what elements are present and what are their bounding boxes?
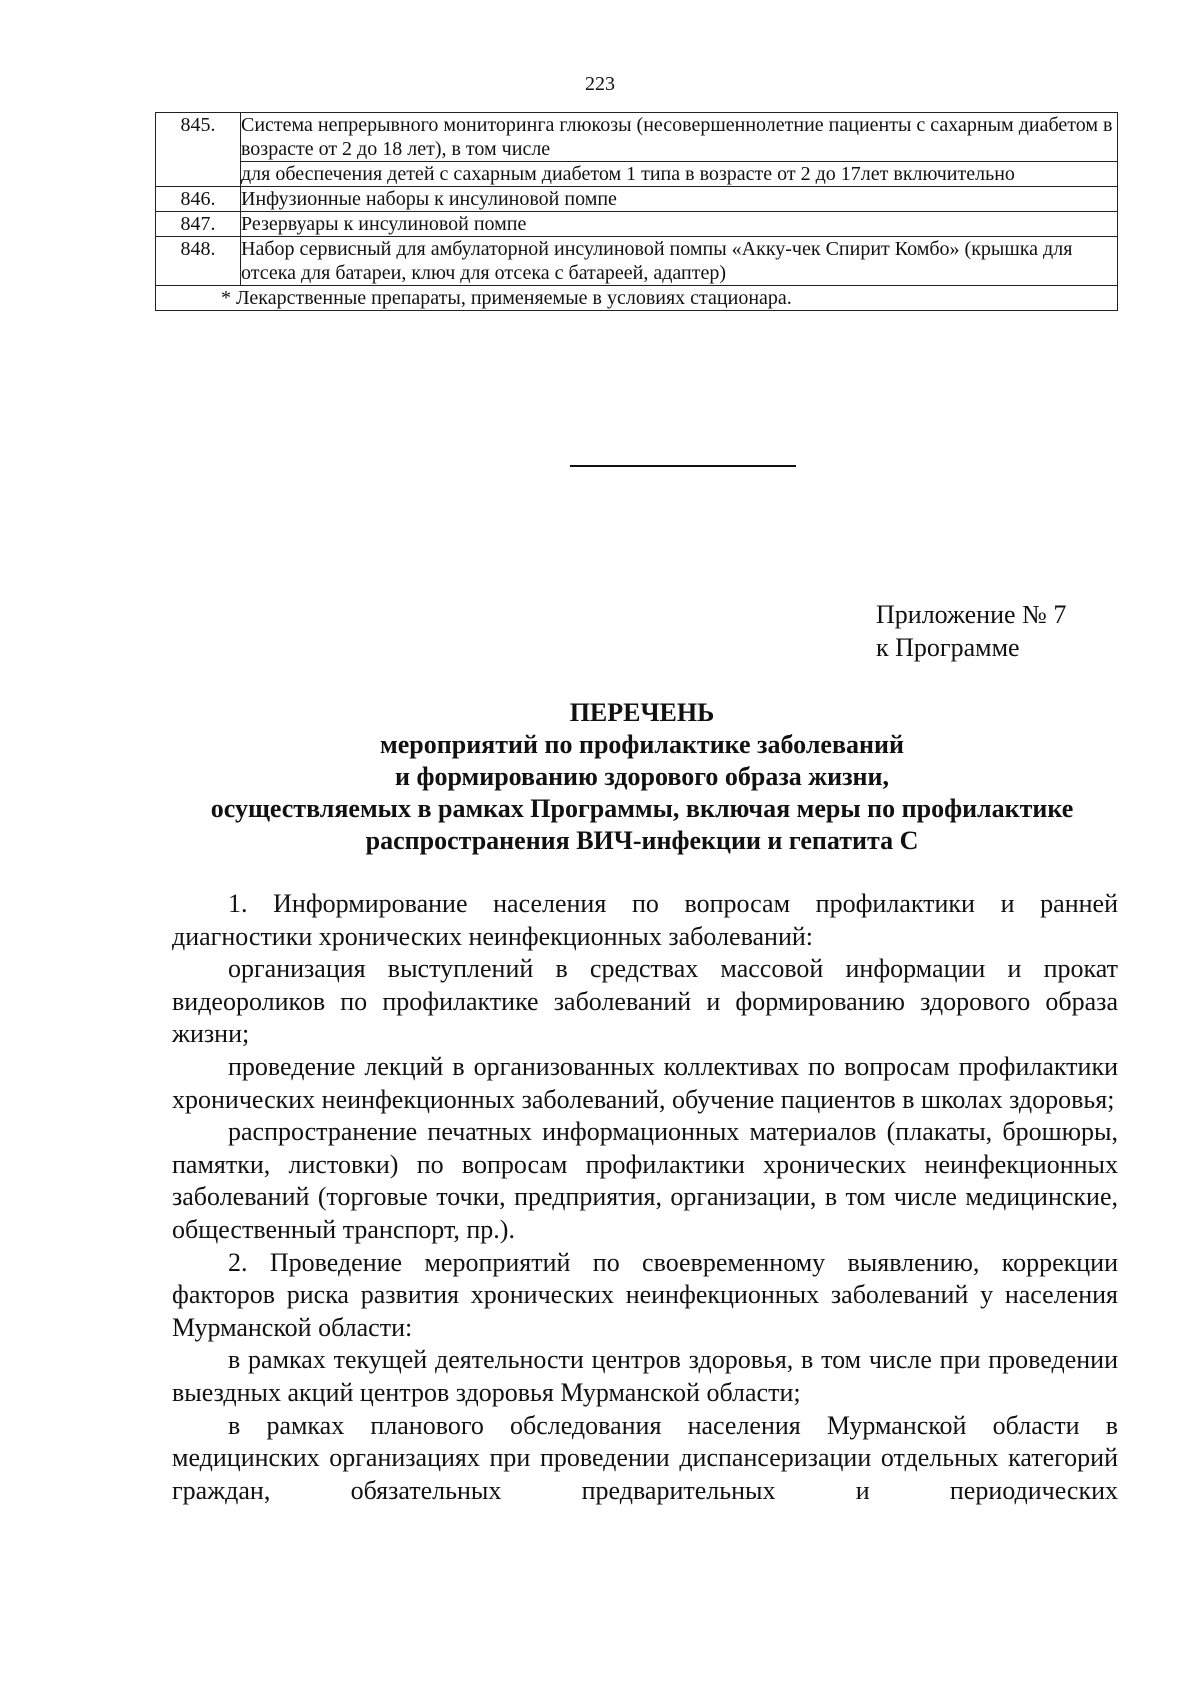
title-line: распространения ВИЧ-инфекции и гепатита С [365,826,919,855]
appendix-line: к Программе [876,633,1020,662]
row-number: 845. [156,113,241,187]
title-line: ПЕРЕЧЕНЬ [569,698,715,727]
paragraph: проведение лекций в организованных коллективах по вопросам профилактики хронических неинфекционных заболеваний, обучение пациентов в школах здоровья; [172,1051,1118,1114]
row-number: 848. [156,237,241,286]
table-footnote: * Лекарственные препараты, применяемые в условиях стационара. [156,286,1118,311]
table-row [156,113,1118,162]
row-text: Система непрерывного мониторинга глюкозы (несовершеннолетние пациенты с сахарным диабетом в возрасте от 2 до 18 лет), в том числе [241,113,1118,162]
paragraph: организация выступлений в средствах массовой информации и прокат видеороликов по профилактике заболеваний и формированию здорового образа жизни; [172,954,1118,1049]
paragraph: 1. Информирование населения по вопросам профилактики и ранней диагностики хронических неинфекционных заболеваний: [172,889,1118,951]
table-row [156,162,1118,187]
row-text: Резервуары к инсулиновой помпе [241,212,1118,237]
document-title [140,697,1144,857]
title-line: и формированию здорового образа жизни, [394,762,890,791]
page-number: 223 [585,73,615,95]
table-footnote-row [156,286,1118,311]
paragraph: в рамках планового обследования населения Мурманской области в медицинских организациях при проведении диспансеризации отдельных категорий граждан, обязательных предварительных и периодических [172,1410,1118,1505]
row-number: 846. [156,187,241,212]
row-text: Набор сервисный для амбулаторной инсулиновой помпы «Акку-чек Спирит Комбо» (крышка для отсека для батареи, ключ для отсека с батареей, адаптер) [241,237,1118,286]
table-row [156,237,1118,286]
table-row [156,187,1118,212]
appendix-line: Приложение № 7 [876,600,1067,629]
body-text [172,888,1118,1507]
paragraph: распространение печатных информационных материалов (плакаты, брошюры, памятки, листовки) по вопросам профилактики хронических неинфекционных заболеваний (торговые точки, предприятия, организации, в том числе медицинские, общественный транспорт, пр.). [172,1117,1118,1244]
appendix-label [876,598,1066,664]
paragraph: 2. Проведение мероприятий по своевременному выявлению, коррекции факторов риска развития хронических неинфекционных заболеваний у населения Мурманской области: [172,1247,1118,1342]
title-line: осуществляемых в рамках Программы, включая меры по профилактике [210,794,1074,823]
table-row [156,212,1118,237]
row-text: для обеспечения детей с сахарным диабетом 1 типа в возрасте от 2 до 17лет включительно [241,162,1118,187]
separator-line [570,465,796,467]
row-number: 847. [156,212,241,237]
row-text: Инфузионные наборы к инсулиновой помпе [241,187,1118,212]
paragraph: в рамках текущей деятельности центров здоровья, в том числе при проведении выездных акций центров здоровья Мурманской области; [172,1345,1118,1407]
title-line: мероприятий по профилактике заболеваний [380,730,904,759]
items-table [155,112,1118,311]
